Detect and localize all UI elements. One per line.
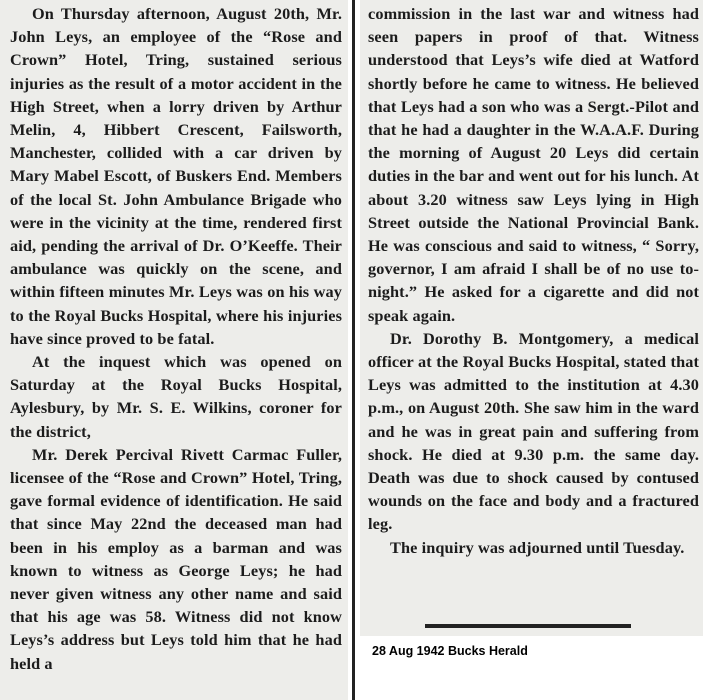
end-of-article-rule — [425, 624, 631, 628]
article-paragraph: On Thursday afternoon, August 20th, Mr. John Leys, an employee of the “Rose and Crown” Hotel, Tring, sustained serious injuries as the result of a motor accident in the High Street, when a lorry driven by Arthur Melin, 4, Hibbert Crescent, Failsworth, Manchester, collided with a car driven by Mary Mabel Escott, of Buskers End. Members of the local St. John Ambulance Brigade who were in the vicinity at the time, rendered first aid, pending the arrival of Dr. O’Keeffe. Their ambulance was quickly on the scene, and within fifteen minutes Mr. Leys was on his way to the Royal Bucks Hospital, where his injuries have since proved to be fatal. — [10, 4, 342, 348]
article-paragraph: Dr. Dorothy B. Montgomery, a medical officer at the Royal Bucks Hospital, stated that Leys was admitted to the institution at 4.30 p.m., on August 20th. She saw him in the ward and he was in great pain and suffering from shock. He died at 9.30 p.m. the same day. Death was due to shock caused by contused wounds on the face and body and a fractured leg. — [368, 328, 699, 534]
source-caption: 28 Aug 1942 Bucks Herald — [372, 644, 528, 658]
article-paragraph: The inquiry was adjourned until Tuesday. — [390, 537, 685, 557]
article-paragraph: commission in the last war and witness had seen papers in proof of that. Witness understood that Leys’s wife died at Watford shortly before he came to witness. He believed that Leys had a son who was a Sergt.-Pilot and that he had a daughter in the W.A.A.F. During the morning of August 20 Leys did certain duties in the bar and went out for his lunch. At about 3.20 witness saw Leys lying in High Street outside the National Provincial Bank. He was conscious and said to witness, “ Sorry, governor, I am afraid I shall be of no use to-night.” He asked for a cigarette and did not speak again. — [368, 4, 699, 325]
article-column-right — [360, 0, 703, 636]
article-column-left — [0, 0, 348, 700]
column-divider — [348, 0, 360, 700]
article-paragraph: At the inquest which was opened on Saturday at the Royal Bucks Hospital, Aylesbury, by Mr. S. E. Wilkins, coroner for the district, — [10, 352, 342, 441]
article-paragraph: Mr. Derek Percival Rivett Carmac Fuller, licensee of the “Rose and Crown” Hotel, Tring, gave formal evidence of identification. He said that since May 22nd the deceased man had been in his employ as a barman and was known to witness as George Leys; he had never given witness any other name and said that his age was 58. Witness did not know Leys’s address but Leys told him that he had held a — [10, 444, 342, 673]
